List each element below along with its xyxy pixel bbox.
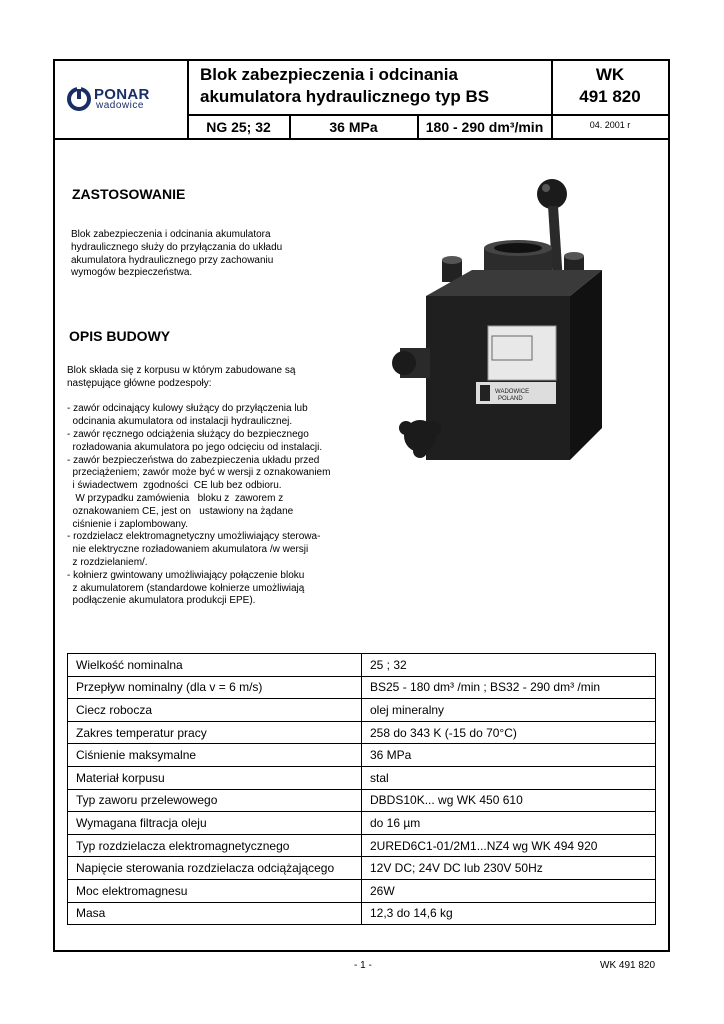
document-title <box>200 64 489 108</box>
table-row <box>68 676 656 699</box>
table-row <box>68 902 656 925</box>
table-row <box>68 654 656 677</box>
spec-parameter: Moc elektromagnesu <box>68 879 362 902</box>
plate-brand: WADOWICE <box>495 389 530 395</box>
spec-value: olej mineralny <box>362 699 656 722</box>
plate-country: POLAND <box>498 396 523 402</box>
header-divider-bottom <box>53 138 670 140</box>
spec-parameter: Masa <box>68 902 362 925</box>
title-line-1: Blok zabezpieczenia i odcinania <box>200 65 458 84</box>
spec-value: DBDS10K... wg WK 450 610 <box>362 789 656 812</box>
ponar-logo-icon <box>66 86 92 112</box>
spec-value: 12,3 do 14,6 kg <box>362 902 656 925</box>
spec-value: 25 ; 32 <box>362 654 656 677</box>
spec-parameter: Ciśnienie maksymalne <box>68 744 362 767</box>
application-text: Blok zabezpieczenia i odcinania akumulatora hydraulicznego służy do przyłączania do układu akumulatora hydraulicznego przy zachowaniu wymogów bezpieczeństwa. <box>71 229 283 279</box>
document-code <box>552 64 668 108</box>
header-size: NG 25; 32 <box>206 119 271 135</box>
spec-value: 36 MPa <box>362 744 656 767</box>
spec-value: 26W <box>362 879 656 902</box>
logo-subtitle: wadowice <box>96 100 144 111</box>
spec-value: 2URED6C1-01/2M1...NZ4 wg WK 494 920 <box>362 834 656 857</box>
header-pressure: 36 MPa <box>329 119 378 135</box>
spec-parameter: Ciecz robocza <box>68 699 362 722</box>
spec-parameter: Materiał korpusu <box>68 766 362 789</box>
page-number: - 1 - <box>354 960 372 971</box>
table-row <box>68 789 656 812</box>
table-row <box>68 879 656 902</box>
footer-doc-number: WK 491 820 <box>600 960 656 971</box>
spec-parameter: Wymagana filtracja oleju <box>68 812 362 835</box>
construction-text: Blok składa się z korpusu w którym zabudowane są następujące główne podzespoły: - zawór odcinający kulowy służący do przyłączenia lub odcinania akumulatora od instalacji hydraulicznej. - zawór ręcznego odciążenia służący do bezpiecznego rozładowania akumulatora po jego odcięciu od instalacji. - zawór bezpieczeństwa do zabezpieczenia układu przed przeciążeniem; zawór może być w wersji z oznakowaniem i świadectwem zgodności CE lub bez odbioru. W przypadku zamówienia bloku z zaworem z oznakowaniem CE, jest on ustawiony na żądane ciśnienie i zaplombowany. - rozdzielacz elektromagnetyczny umożliwiający sterowa- nie elektryczne rozładowaniem akumulatora /w wersji z rozdzielaniem/. - kołnierz gwintowany umożliwiający połączenie bloku z akumulatorem (standardowe kołnierze umożliwiają podłączenie akumulatora produkcji EPE). <box>67 365 331 607</box>
table-row <box>68 766 656 789</box>
table-row <box>68 721 656 744</box>
header-flow: 180 - 290 dm³/min <box>425 119 544 135</box>
spec-value: 12V DC; 24V DC lub 230V 50Hz <box>362 857 656 880</box>
spec-parameter: Napięcie sterowania rozdzielacza odciążającego <box>68 857 362 880</box>
table-row <box>68 744 656 767</box>
header-divider-right <box>551 114 670 116</box>
product-photo <box>392 178 610 464</box>
spec-parameter: Wielkość nominalna <box>68 654 362 677</box>
table-row <box>68 834 656 857</box>
table-row <box>68 857 656 880</box>
spec-parameter: Typ rozdzielacza elektromagnetycznego <box>68 834 362 857</box>
logo-brand: PONAR <box>94 86 150 103</box>
spec-parameter: Typ zaworu przelewowego <box>68 789 362 812</box>
table-row <box>68 812 656 835</box>
spec-parameter: Przepływ nominalny (dla v = 6 m/s) <box>68 676 362 699</box>
construction-heading: OPIS BUDOWY <box>69 328 171 344</box>
header-date: 04. 2001 r <box>589 120 631 130</box>
doc-code-line-2: 491 820 <box>579 87 641 106</box>
title-line-2: akumulatora hydraulicznego typ BS <box>200 87 490 106</box>
specification-table <box>67 653 656 925</box>
spec-value: 258 do 343 K (-15 do 70°C) <box>362 721 656 744</box>
spec-parameter: Zakres temperatur pracy <box>68 721 362 744</box>
spec-value: do 16 µm <box>362 812 656 835</box>
spec-value: stal <box>362 766 656 789</box>
spec-value: BS25 - 180 dm³ /min ; BS32 - 290 dm³ /min <box>362 676 656 699</box>
doc-code-line-1: WK <box>595 65 625 84</box>
ponar-logo <box>66 86 152 112</box>
table-row <box>68 699 656 722</box>
application-heading: ZASTOSOWANIE <box>72 186 186 202</box>
